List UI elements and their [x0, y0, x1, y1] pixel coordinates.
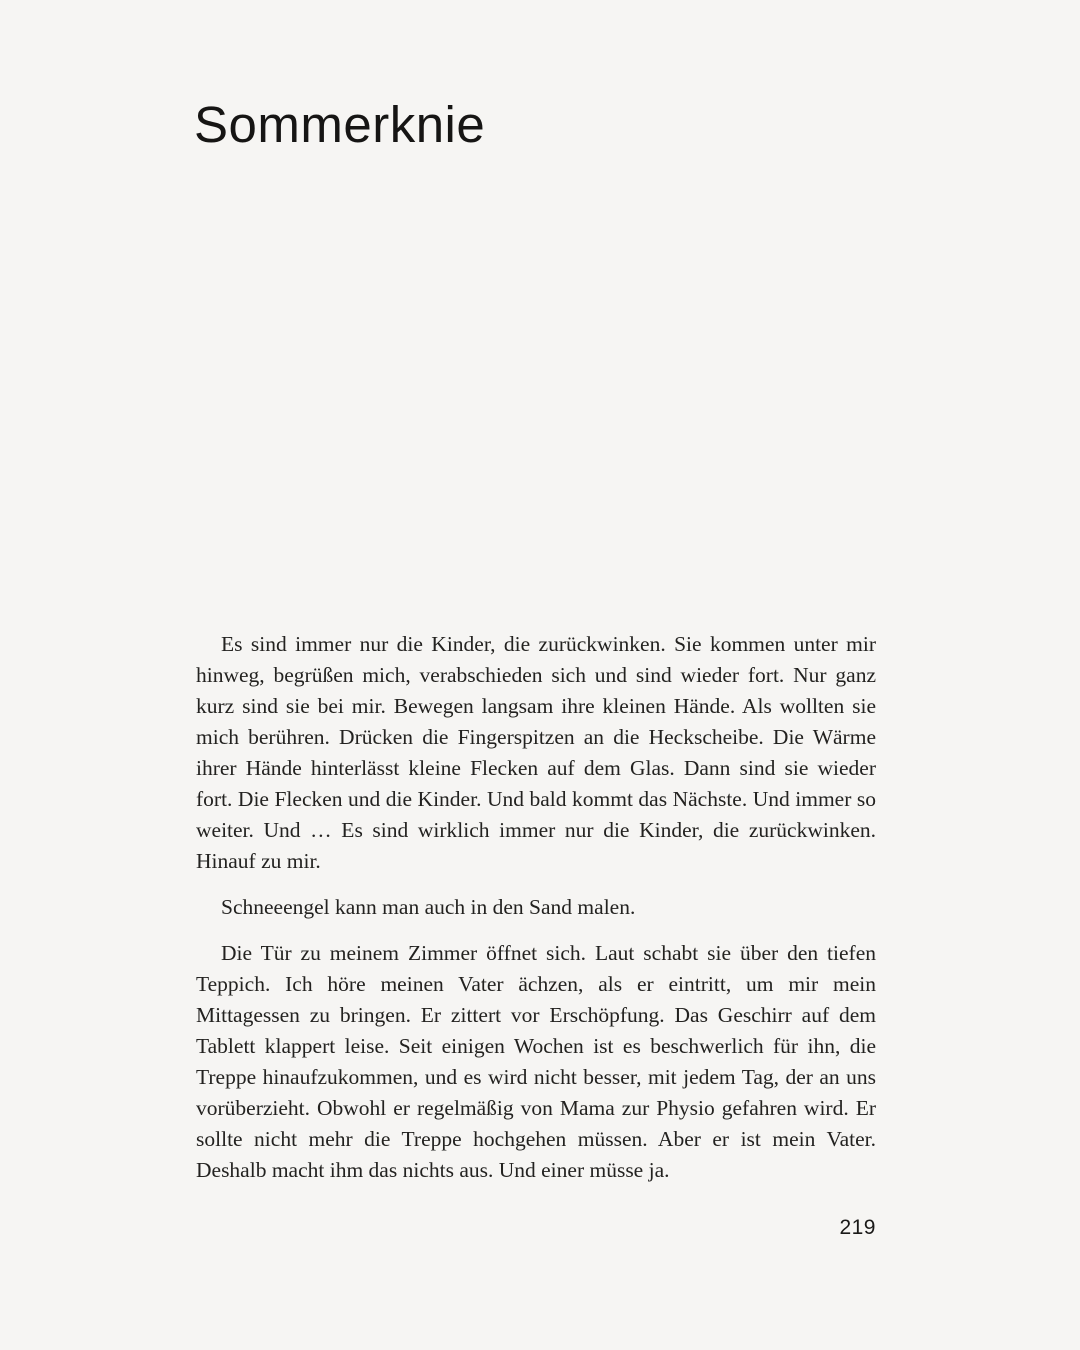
chapter-title: Sommerknie [194, 96, 486, 153]
paragraph-1: Es sind immer nur die Kinder, die zurückwinken. Sie kommen unter mir hinweg, begrüßen mich, verabschieden sich und sind wieder fort. Nur ganz kurz sind sie bei mir. Bewegen langsam ihre kleinen Hände. Als wollten sie mich berühren. Drücken die Fingerspitzen an die Heckscheibe. Die Wärme ihrer Hände hinterlässt kleine Flecken auf dem Glas. Dann sind sie wieder fort. Die Flecken und die Kinder. Und bald kommt das Nächste. Und immer so weiter. Und … Es sind wirklich immer nur die Kinder, die zurückwinken. Hinauf zu mir. [196, 632, 876, 873]
paragraph-2: Schneeengel kann man auch in den Sand malen. [221, 895, 636, 919]
body-text [196, 629, 876, 1186]
page-number: 219 [839, 1216, 876, 1239]
paragraph-3: Die Tür zu meinem Zimmer öffnet sich. Laut schabt sie über den tiefen Teppich. Ich höre meinen Vater ächzen, als er eintritt, um mir mein Mittagessen zu bringen. Er zittert vor Erschöpfung. Das Geschirr auf dem Tablett klappert leise. Seit einigen Wochen ist es beschwerlich für ihn, die Treppe hinaufzukommen, und es wird nicht besser, mit jedem Tag, der an uns vorüberzieht. Obwohl er regelmäßig von Mama zur Physio gefahren wird. Er sollte nicht mehr die Treppe hochgehen müssen. Aber er ist mein Vater. Deshalb macht ihm das nichts aus. Und einer müsse ja. [196, 941, 876, 1182]
